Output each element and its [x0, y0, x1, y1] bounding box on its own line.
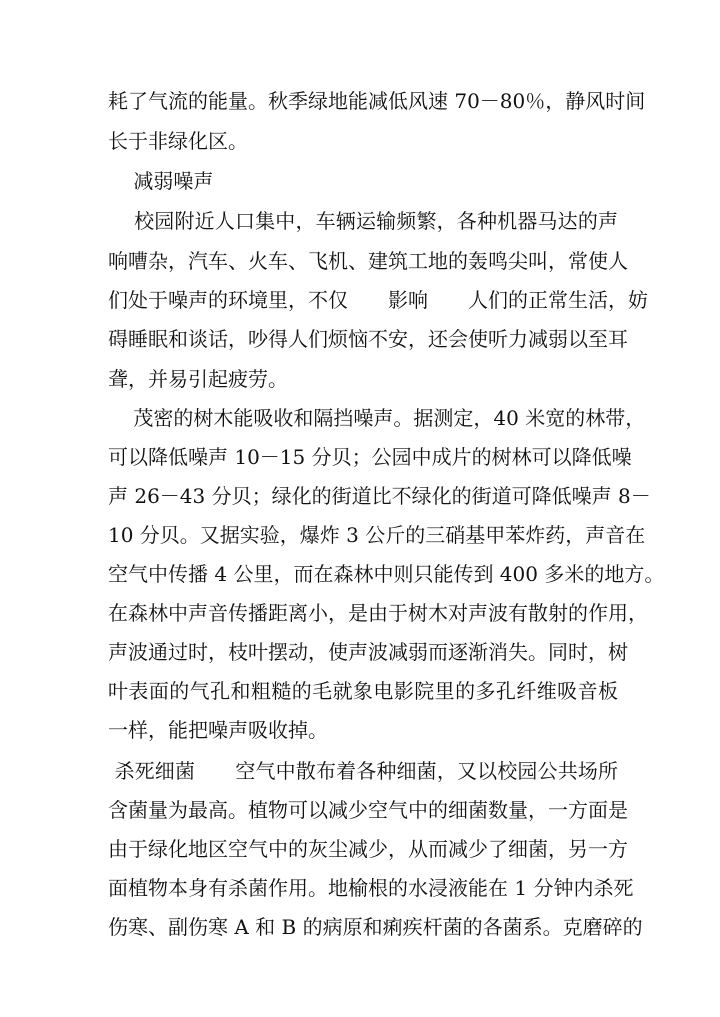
text-line-12: 10 分贝。又据实验，爆炸 3 公斤的三硝基甲苯炸药，声音在: [108, 523, 646, 547]
text-line-20: 由于绿化地区空气中的灰尘减少，从而减少了细菌，另一方: [108, 837, 628, 861]
text-line-13: 空气中传播 4 公里，而在森林中则只能传到 400 多米的地方。: [108, 562, 665, 586]
section-heading-bacteria: 杀死细菌 空气中散布着各种细菌，又以校园公共场所: [108, 759, 618, 783]
text-line-5: 响嘈杂，汽车、火车、飞机、建筑工地的轰鸣尖叫，常使人: [108, 249, 628, 273]
text-line-11: 声 26－43 分贝；绿化的街道比不绿化的街道可降低噪声 8－: [108, 484, 651, 508]
text-line-15: 声波通过时，枝叶摆动，使声波减弱而逐渐消失。同时，树: [108, 640, 628, 664]
text-line-4: 校园附近人口集中，车辆运输频繁，各种机器马达的声: [108, 209, 618, 233]
text-line-1: 耗了气流的能量。秋季绿地能减低风速 70－80％，静风时间: [108, 89, 646, 113]
text-line-21: 面植物本身有杀菌作用。地榆根的水浸液能在 1 分钟内杀死: [108, 876, 634, 900]
text-line-16: 叶表面的气孔和粗糙的毛就象电影院里的多孔纤维吸音板: [108, 679, 618, 703]
text-line-2: 长于非绿化区。: [108, 129, 248, 153]
section-heading-noise: 减弱噪声: [108, 169, 214, 193]
text-line-7: 碍睡眠和谈话，吵得人们烦恼不安，还会使听力减弱以至耳: [108, 327, 628, 351]
text-line-6: 们处于噪声的环境里，不仅 影响 人们的正常生活，妨: [108, 288, 648, 312]
text-line-22: 伤寒、副伤寒 A 和 B 的病原和痢疾杆菌的各菌系。克磨碎的: [108, 915, 643, 939]
text-line-19: 含菌量为最高。植物可以减少空气中的细菌数量，一方面是: [108, 798, 628, 822]
text-line-14: 在森林中声音传播距离小，是由于树木对声波有散射的作用，: [108, 601, 648, 625]
text-line-17: 一样，能把噪声吸收掉。: [108, 718, 328, 742]
text-line-9: 茂密的树木能吸收和隔挡噪声。据测定，40 米宽的林带，: [108, 406, 646, 430]
text-line-8: 聋，并易引起疲劳。: [108, 367, 288, 391]
text-line-10: 可以降低噪声 10－15 分贝；公园中成片的树林可以降低噪: [108, 445, 632, 469]
